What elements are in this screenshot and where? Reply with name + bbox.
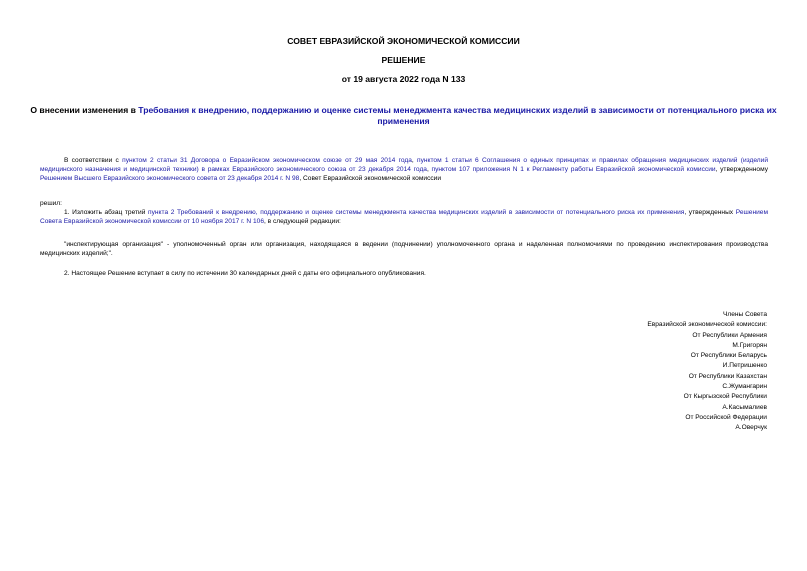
issuing-body: СОВЕТ ЕВРАЗИЙСКОЙ ЭКОНОМИЧЕСКОЙ КОМИССИИ (287, 36, 520, 46)
signature-line: М.Григорян (732, 341, 767, 349)
requirements-clause-link[interactable]: пункта 2 Требований к внедрению, поддержанию и оценке системы менеджмента качества медицинских изделий в зависимости от потенциального риска их применения (148, 209, 685, 216)
signature-line: От Республики Армения (692, 331, 767, 339)
regulation-link[interactable]: пунктом 107 приложения N 1 к Регламенту работы Евразийской экономической комиссии (431, 166, 716, 174)
council-decision-link[interactable]: Решением Совета Евразийской экономической комиссии от 10 ноября 2017 г. N 106 (40, 209, 768, 226)
signature-line: Евразийской экономической комиссии: (647, 321, 767, 329)
quote-paragraph (40, 240, 768, 258)
signature-block (647, 310, 767, 434)
signature-line: От Кыргызской Республики (683, 393, 767, 401)
signature-line: От Республики Беларусь (690, 352, 767, 360)
document-type: РЕШЕНИЕ (381, 55, 426, 65)
preamble-paragraph (40, 156, 768, 184)
document-title (28, 105, 779, 127)
signature-line: От Республики Казахстан (688, 372, 767, 380)
item-1-text: , в следующей редакции: (263, 218, 341, 226)
signature-line: А.Оверчук (735, 424, 767, 432)
signature-line: И.Петришенко (722, 362, 767, 370)
title-prefix: О внесении изменения в (30, 105, 139, 115)
preamble-text: В соответствии с (64, 157, 123, 164)
treaty-link[interactable]: пунктом 2 статьи 31 Договора о Евразийском экономическом союзе от 29 мая 2014 года (122, 157, 412, 164)
item-2-paragraph (40, 269, 768, 278)
signature-line: А.Касымалиев (722, 403, 767, 411)
title-requirements-link[interactable]: Требования к внедрению, поддержанию и оценке системы менеджмента качества медицинских изделий в зависимости от потенциального риска их применения (138, 105, 777, 126)
item-1-text: 1. Изложить абзац третий (64, 209, 149, 216)
preamble-text: , Совет Евразийской экономической комиссии (299, 175, 442, 183)
preamble-text: , (426, 166, 432, 174)
document-date-number: от 19 августа 2022 года N 133 (341, 74, 466, 84)
item-1-text: , утвержденных (684, 209, 736, 216)
preamble-text: , (411, 157, 417, 164)
preamble-text: , утвержденному (715, 166, 768, 174)
resolved-label: решил: (40, 200, 62, 207)
signature-line: С.Жумангарин (722, 383, 767, 391)
signature-line: От Российской Федерации (685, 413, 767, 421)
agreement-link[interactable]: пунктом 1 статьи 6 Соглашения о единых принципах и правилах обращения медицинских изделий (изделий медицинского назначения и медицинской техники) в рамках Евразийского экономического союза от 23 декабря 2014 года (40, 157, 769, 174)
supreme-council-decision-link[interactable]: Решением Высшего Евразийского экономического совета от 23 декабря 2014 г. N 98 (40, 175, 300, 183)
item-2-text: 2. Настоящее Решение вступает в силу по истечении 30 календарных дней с даты его официального опубликования. (64, 270, 426, 277)
item-1-paragraph (40, 208, 768, 226)
signature-line: Члены Совета (722, 311, 767, 318)
quote-text: "инспектирующая организация" - уполномоченный орган или организация, находящаяся в ведении (подчинении) уполномоченного органа и наделенная полномочиями по проведению инспектирования производства медицинских изделий;". (40, 241, 768, 258)
